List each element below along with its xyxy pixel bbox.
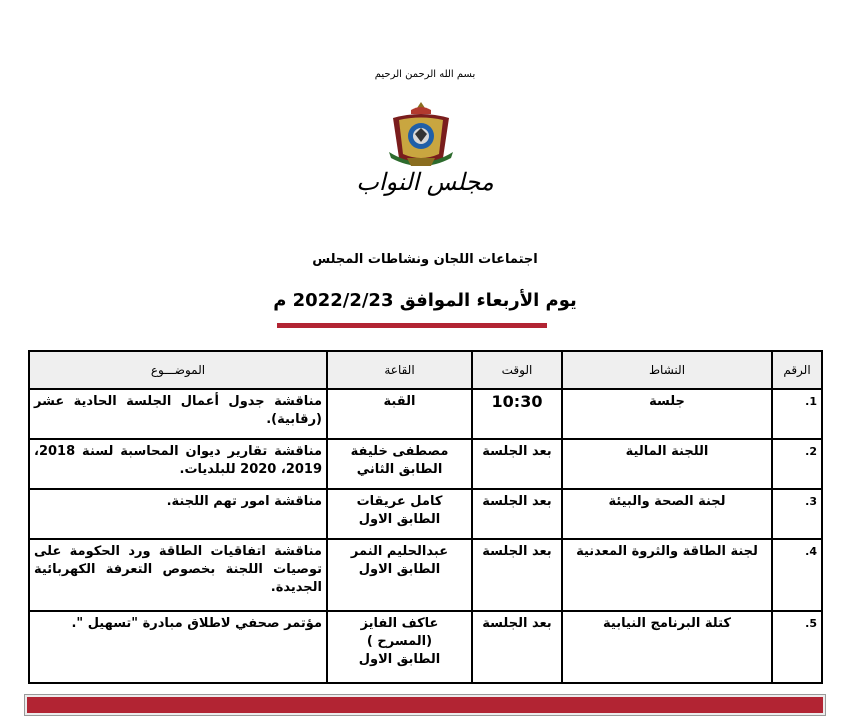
header-time: الوقت bbox=[472, 351, 562, 389]
row-activity: لجنة الصحة والبيئة bbox=[562, 489, 772, 539]
date-underline bbox=[277, 323, 547, 328]
row-hall bbox=[327, 611, 472, 683]
row-subject: مناقشة تقارير ديوان المحاسبة لسنة 2018، 2019، 2020 للبلديات. bbox=[29, 439, 327, 489]
date-line: يوم الأربعاء الموافق 2022/2/23 م bbox=[273, 290, 577, 311]
row-time: 10:30 bbox=[472, 389, 562, 439]
row-number: 2. bbox=[772, 439, 822, 489]
row-hall bbox=[327, 489, 472, 539]
row-number: 3. bbox=[772, 489, 822, 539]
row-time: بعد الجلسة bbox=[472, 489, 562, 539]
hall-floor: الطابق الاول bbox=[358, 652, 441, 667]
table-row bbox=[29, 439, 822, 489]
row-number: 5. bbox=[772, 611, 822, 683]
hall-note: (المسرح ) bbox=[366, 634, 433, 649]
agenda-table bbox=[28, 350, 823, 684]
hall-name: القبة bbox=[383, 394, 416, 409]
page-title: اجتماعات اللجان ونشاطات المجلس bbox=[312, 252, 538, 267]
table-row bbox=[29, 389, 822, 439]
hall-name: مصطفى خليفة bbox=[350, 444, 449, 459]
row-subject: مناقشة اتفاقيات الطاقة ورد الحكومة على توصيات اللجنة بخصوص التعرفة الكهربائية الجديدة. bbox=[29, 539, 327, 611]
row-activity: جلسة bbox=[562, 389, 772, 439]
table-header-row bbox=[29, 351, 822, 389]
hall-floor: الطابق الثاني bbox=[356, 462, 443, 477]
row-hall bbox=[327, 389, 472, 439]
basmala: بسم الله الرحمن الرحيم bbox=[374, 69, 476, 80]
table-row bbox=[29, 489, 822, 539]
hall-floor: الطابق الاول bbox=[358, 562, 441, 577]
row-time: بعد الجلسة bbox=[472, 539, 562, 611]
hall-floor: الطابق الاول bbox=[358, 512, 441, 527]
footer-bar bbox=[25, 695, 825, 715]
row-number: 1. bbox=[772, 389, 822, 439]
table-row bbox=[29, 539, 822, 611]
header-subject: الموضـــوع bbox=[29, 351, 327, 389]
row-subject: مؤتمر صحفي لاطلاق مبادرة "تسهيل ". bbox=[29, 611, 327, 683]
row-activity: اللجنة المالية bbox=[562, 439, 772, 489]
row-activity: لجنة الطاقة والثروة المعدنية bbox=[562, 539, 772, 611]
row-number: 4. bbox=[772, 539, 822, 611]
row-subject: مناقشة جدول أعمال الجلسة الحادية عشر (رقابية). bbox=[29, 389, 327, 439]
hall-name: كامل عريقات bbox=[356, 494, 443, 509]
header-activity: النشاط bbox=[562, 351, 772, 389]
table-row bbox=[29, 611, 822, 683]
row-subject: مناقشة امور تهم اللجنة. bbox=[29, 489, 327, 539]
row-hall bbox=[327, 539, 472, 611]
row-activity: كتلة البرنامج النيابية bbox=[562, 611, 772, 683]
hall-name: عاكف الفايز bbox=[360, 616, 439, 631]
header-hall: القاعة bbox=[327, 351, 472, 389]
row-hall bbox=[327, 439, 472, 489]
header-number: الرقم bbox=[772, 351, 822, 389]
jordan-coat-of-arms-icon bbox=[385, 100, 457, 168]
row-time: بعد الجلسة bbox=[472, 439, 562, 489]
hall-name: عبدالحليم النمر bbox=[350, 544, 449, 559]
row-time: بعد الجلسة bbox=[472, 611, 562, 683]
logo-text: مجلس النواب bbox=[356, 168, 494, 196]
